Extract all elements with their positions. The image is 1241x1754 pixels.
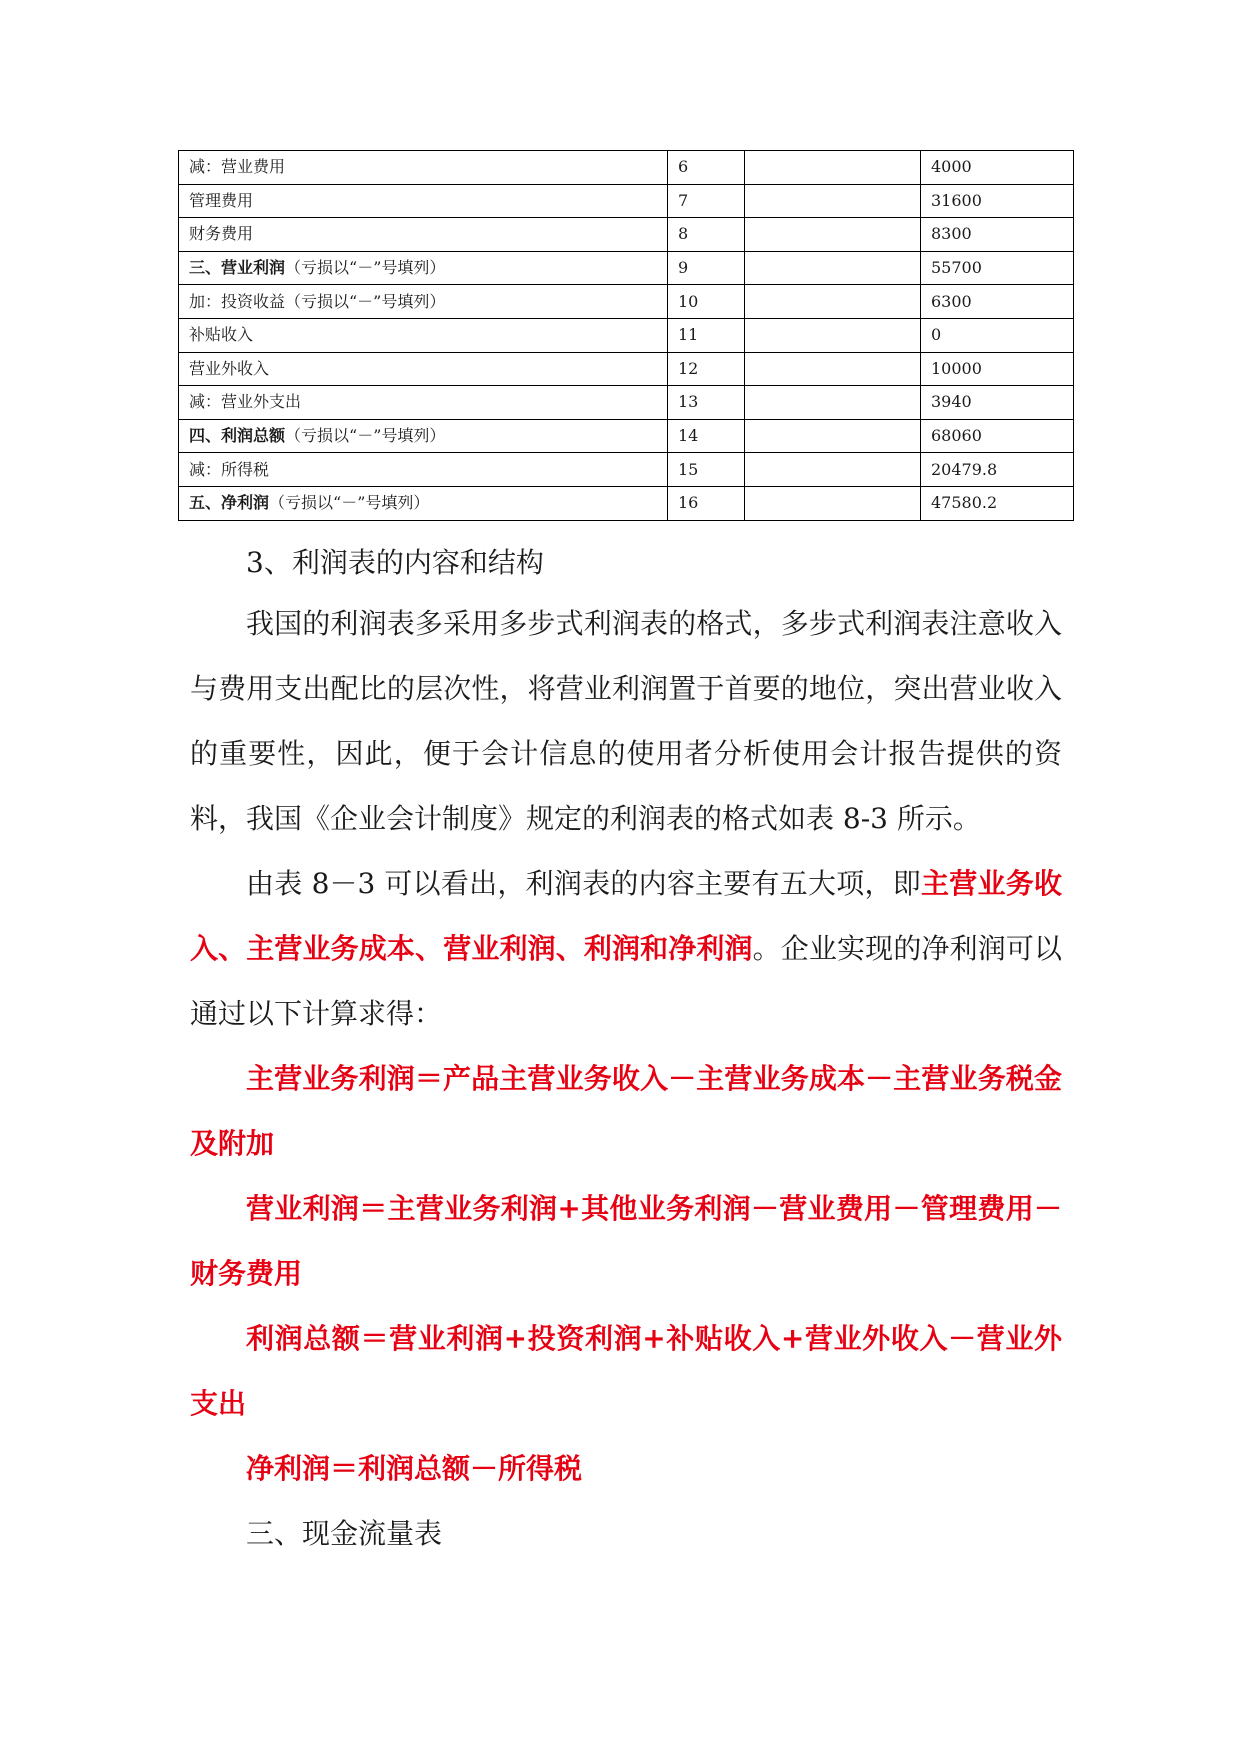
paragraph-five-items (190, 851, 1062, 1046)
item-cell: 营业外收入 (179, 352, 668, 386)
line-number-cell: 16 (668, 486, 745, 520)
section-heading-3: 3、利润表的内容和结构 (246, 546, 544, 579)
five-items-highlight: 主营业务收入、主营业务成本、营业利润、利润和净利润 (190, 867, 1062, 965)
item-cell: 减：营业费用 (179, 151, 668, 185)
current-amount-cell: 8300 (921, 218, 1074, 252)
current-amount-cell: 20479.8 (921, 453, 1074, 487)
item-cell: 减：营业外支出 (179, 386, 668, 420)
income-table-body (179, 151, 1074, 521)
item-cell (179, 486, 668, 520)
paragraph-format: 我国的利润表多采用多步式利润表的格式，多步式利润表注意收入与费用支出配比的层次性，将营业利润置于首要的地位，突出营业收入的重要性，因此，便于会计信息的使用者分析使用会计报告提供的资料，我国《企业会计制度》规定的利润表的格式如表 8-3 所示。 (190, 607, 1062, 835)
item-cell (179, 419, 668, 453)
table-row (179, 453, 1074, 487)
previous-amount-cell (745, 419, 921, 453)
line-number-cell: 9 (668, 251, 745, 285)
current-amount-cell: 0 (921, 318, 1074, 352)
current-amount-cell: 31600 (921, 184, 1074, 218)
current-amount-cell: 10000 (921, 352, 1074, 386)
line-number-cell: 15 (668, 453, 745, 487)
item-cell: 补贴收入 (179, 318, 668, 352)
current-amount-cell: 4000 (921, 151, 1074, 185)
previous-amount-cell (745, 251, 921, 285)
table-row (179, 285, 1074, 319)
item-cell: 财务费用 (179, 218, 668, 252)
line-number-cell: 11 (668, 318, 745, 352)
previous-amount-cell (745, 453, 921, 487)
section-heading-cash-flow: 三、现金流量表 (246, 1517, 443, 1550)
line-number-cell: 14 (668, 419, 745, 453)
item-note: （亏损以“－”号填列） (285, 426, 446, 446)
item-cell: 管理费用 (179, 184, 668, 218)
formula-main-business-profit: 主营业务利润＝产品主营业务收入－主营业务成本－主营业务税金及附加 (190, 1062, 1062, 1160)
formula-operating-profit: 营业利润＝主营业务利润+其他业务利润－营业费用－管理费用－财务费用 (190, 1192, 1062, 1290)
paragraph-five-items-tail: 。企业实现的净利润可以通过以下计算求得： (190, 932, 1062, 1030)
income-statement-table (178, 150, 1074, 521)
paragraph-five-items-lead: 由表 8－3 可以看出，利润表的内容主要有五大项，即 (246, 867, 922, 900)
item-cell: 减：所得税 (179, 453, 668, 487)
item-title: 五、净利润 (189, 493, 270, 513)
table-row (179, 486, 1074, 520)
previous-amount-cell (745, 285, 921, 319)
line-number-cell: 12 (668, 352, 745, 386)
previous-amount-cell (745, 486, 921, 520)
current-amount-cell: 55700 (921, 251, 1074, 285)
table-row (179, 419, 1074, 453)
item-note: （亏损以“－”号填列） (285, 258, 446, 278)
item-title: 四、利润总额 (189, 426, 286, 446)
item-note: （亏损以“－”号填列） (269, 493, 430, 513)
current-amount-cell: 68060 (921, 419, 1074, 453)
previous-amount-cell (745, 318, 921, 352)
previous-amount-cell (745, 218, 921, 252)
previous-amount-cell (745, 386, 921, 420)
previous-amount-cell (745, 184, 921, 218)
table-row (179, 251, 1074, 285)
formula-net-profit: 净利润＝利润总额－所得税 (246, 1452, 583, 1485)
previous-amount-cell (745, 352, 921, 386)
line-number-cell: 6 (668, 151, 745, 185)
line-number-cell: 8 (668, 218, 745, 252)
formula-total-profit: 利润总额＝营业利润+投资利润+补贴收入+营业外收入－营业外支出 (190, 1322, 1062, 1420)
table-row (179, 318, 1074, 352)
current-amount-cell: 6300 (921, 285, 1074, 319)
line-number-cell: 7 (668, 184, 745, 218)
line-number-cell: 13 (668, 386, 745, 420)
table-row (179, 151, 1074, 185)
item-cell: 加：投资收益（亏损以“－”号填列） (179, 285, 668, 319)
table-row (179, 386, 1074, 420)
line-number-cell: 10 (668, 285, 745, 319)
table-row (179, 352, 1074, 386)
previous-amount-cell (745, 151, 921, 185)
current-amount-cell: 3940 (921, 386, 1074, 420)
current-amount-cell: 47580.2 (921, 486, 1074, 520)
item-title: 三、营业利润 (189, 258, 286, 278)
table-row (179, 184, 1074, 218)
table-row (179, 218, 1074, 252)
item-cell (179, 251, 668, 285)
